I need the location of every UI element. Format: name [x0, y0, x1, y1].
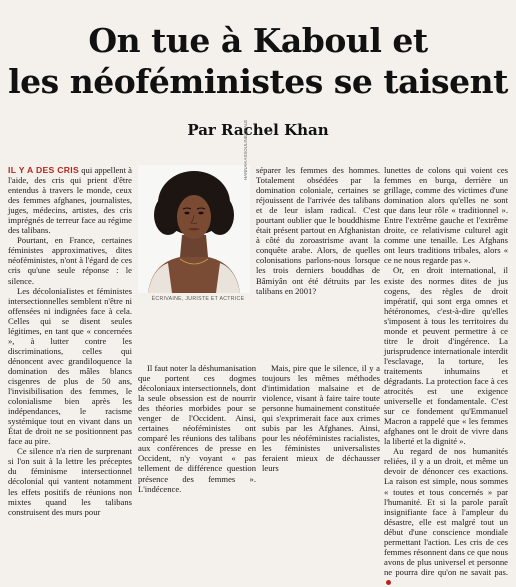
- paragraph-5: séparer les femmes des hommes. Totalement obsédées par la domination coloniale, certaines se réjouissent de l'arrivée des talibans et de leur islam radical. C'est pourtant oublier que le bouddhisme était présent partout en Afghanistan à côté du zoroastrisme avant la conquête arabe. Alors, de quelles colonisations parlons-nous lorsque les trois derniers bouddhas de Bâmiyân ont été détruits par les talibans en 2001?: [256, 165, 380, 296]
- paragraph-1: [8, 165, 132, 235]
- column-1: [8, 165, 132, 517]
- paragraph-3: Les décoloniaIistes et féministes intersectionnelles semblent n'être ni offensées ni indignées face à cela. Celles qui se disent seules légitimes, en tant que « concernées », à lutter contre les discriminations, celles qui dénoncent avec grandiloquence la domination des mâles blancs cisgenres de plus de 50 ans, l'invisibilisation des femmes, le colonialisme bien après les indépendances, le racisme systémique tout en vivant dans un État de droit ne se positionnent pas face au pire.: [8, 285, 132, 447]
- column-3: [384, 165, 508, 587]
- photo-credit: HANNAH ASSOULINE/OPALE: [243, 119, 248, 180]
- paragraph-4: Ce silence n'a rien de surprenant si l'on suit à la lettre les préceptes du féminisme intersectionnel décolonial qui vantent notamment les effets positifs de réunions non mixtes quand les talibans construisent des murs pour: [8, 446, 132, 517]
- paragraph-2: Pourtant, en France, certaines féministes approximatives, dites néoféministes, n'ont à l'égard de ces cris qu'une seule réponse : le silence.: [8, 235, 132, 286]
- paragraph-6: Il faut noter la déshumanisation que portent ces dogmes décoloniaux intersectionnels, dont la seule obsession est de nourrir des théories morbides pour se venger de l'Occident. Ainsi, certaines néoféministes ont comparé les réunions des talibans aux conférences de presse en Occident, n'y voyant « pas tellement de différence question présence des femmes ». L'indécence.: [138, 363, 256, 494]
- column-2-lower-left: [138, 363, 256, 494]
- paragraph-7: Mais, pire que le silence, il y a toujours les mêmes méthodes d'intimidation malsaine et de violence, visant à faire taire toute personne humainement constituée qui s'exprimerait face aux crimes subis par les Afghanes. Ainsi, pour les néoféministes racialistes, les féministes universalistes feraient mieux de déchausser leurs: [262, 363, 380, 474]
- byline: Par Rachel Khan: [187, 121, 329, 139]
- red-dot-icon: [386, 580, 391, 585]
- paragraph-10: [384, 446, 508, 587]
- column-2-top: [256, 165, 380, 296]
- paragraph-10-text: Au regard de nos humanités reliées, il y a un droit, et même un devoir de dénoncer ces exactions. La raison est simple, nous sommes « toutes et tous concernés » par l'humanité. Et si la parole paraît insignifiante face à l'ampleur du désastre, elle est malgré tout un début d'une conscience mondiale permettant l'action. Les cris de ces femmes résonnent dans ce que nous avons de plus universel et personne ne pourra dire qu'on ne savait pas.: [384, 446, 508, 577]
- paragraph-1-text: qui appellent à l'aide, des cris qui prient d'être entendus à travers le monde, ceux des femmes afghanes, journalistes, juges, médecins, artistes, des cris imprégnés de terreur face au régime des talibans.: [8, 165, 132, 236]
- headline: [0, 20, 516, 102]
- headline-line-2: les néoféministes se taisent: [8, 62, 508, 101]
- paragraph-8: lunettes de colons qui voient ces femmes en burqa, derrière un grillage, comme des victimes d'une domination alors qu'elles ne sont que dans leur rôle « traditionnel ». Entre l'extrême gauche et l'extrême droite, ce relativisme culturel agit comme une tenaille. Les Afghans ont leurs traditions tribales, alors « ce ne nous regarde pas ».: [384, 165, 508, 266]
- lead-in: IL Y A DES CRIS: [8, 165, 80, 175]
- portrait-illustration: [138, 165, 250, 293]
- paragraph-9: Or, en droit international, il existe des normes dites de jus cogens, des règles de droit impératif, qui sont erga omnes et hétéronomes, c'est-à-dire qu'elles s'imposent à tous les territoires du monde et peuvent permettre à ce titre le droit d'ingérence. La jurisprudence internationale interdit l'esclavage, la torture, les traitements inhumains et dégradants. La protection face à ces atrocités est une exigence universelle et fondamentale. C'est sur ce fondement qu'Emmanuel Macron a rappelé que « les femmes afghanes ont le droit de vivre dans la liberté et la dignité ».: [384, 265, 508, 447]
- column-2-lower-right: [262, 363, 380, 474]
- author-photo: [138, 165, 250, 293]
- headline-line-1: On tue à Kaboul et: [88, 21, 428, 60]
- photo-caption: ÉCRIVAINE, JURISTE ET ACTRICE: [151, 296, 245, 302]
